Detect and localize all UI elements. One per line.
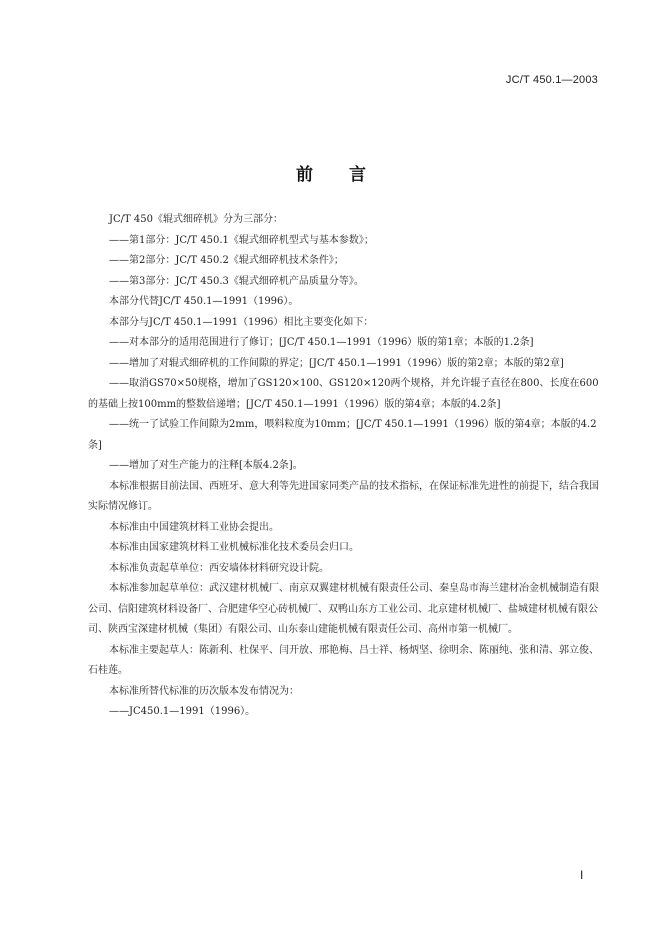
paragraph: JC/T 450《辊式细碎机》分为三部分： xyxy=(109,214,283,225)
list-item: ——JC450.1—1991（1996）。 xyxy=(109,706,256,717)
list-item: ——取消GS70×50规格，增加了GS120×100、GS120×120两个规格，并允许辊子直径在800、长度在600的基础上按100mm的整数倍递增；[JC/T 450.1—1991（1996）版的第4章；本版的4.2条] xyxy=(88,378,599,410)
paragraph: 本标准根据目前法国、西班牙、意大利等先进国家同类产品的技术指标，在保证标准先进性的前提下，结合我国实际情况修订。 xyxy=(88,480,599,512)
paragraph: 本标准所替代标准的历次版本发布情况为： xyxy=(109,685,299,697)
foreword-body xyxy=(88,210,602,723)
standard-code-header: JC/T 450.1—2003 xyxy=(505,74,598,86)
paragraph: 本标准主要起草人：陈新利、杜保平、闫开放、邢艳梅、吕士祥、杨炳坚、徐明余、陈丽纯、张和清、郭立俊、石桂莲。 xyxy=(88,644,599,676)
paragraph: 本标准参加起草单位：武汉建材机械厂、南京双翼建材机械有限责任公司、秦皇岛市海兰建材冶金机械制造有限公司、信阳建筑材料设备厂、合肥建华空心砖机械厂、双鸭山东方工业公司、北京建材机械厂、盐城建材机械有限公司、陕西宝深建材机械（集团）有限公司、山东泰山建能机械有限责任公司、高州市第一机械厂。 xyxy=(88,583,599,635)
list-item: ——增加了对生产能力的注释[本版4.2条]。 xyxy=(109,460,303,471)
list-item: ——增加了对辊式细碎机的工作间隙的界定；[JC/T 450.1—1991（1996）版的第2章；本版的第2章] xyxy=(109,357,564,369)
paragraph: 本部分代替JC/T 450.1—1991（1996）。 xyxy=(109,296,299,307)
list-item: ——第3部分：JC/T 450.3《辊式细碎机产品质量分等》。 xyxy=(109,275,364,287)
paragraph: 本标准由国家建筑材料工业机械标准化技术委员会归口。 xyxy=(109,542,359,553)
paragraph: 本标准负责起草单位：西安墙体材料研究设计院。 xyxy=(109,562,329,574)
page-title: 前言 xyxy=(296,165,402,185)
paragraph: 本标准由中国建筑材料工业协会提出。 xyxy=(109,521,279,533)
page-number: I xyxy=(580,868,584,882)
list-item: ——统一了试验工作间隙为2mm，喂料粒度为10mm；[JC/T 450.1—1991（1996）版的第4章；本版的4.2条] xyxy=(88,419,597,451)
list-item: ——对本部分的适用范围进行了修订；[JC/T 450.1—1991（1996）版的第1章；本版的1.2条] xyxy=(109,337,534,348)
paragraph: 本部分与JC/T 450.1—1991（1996）相比主要变化如下： xyxy=(109,316,374,328)
list-item: ——第2部分：JC/T 450.2《辊式细碎机技术条件》； xyxy=(109,255,344,266)
list-item: ——第1部分：JC/T 450.1《辊式细碎机型式与基本参数》； xyxy=(109,234,374,246)
